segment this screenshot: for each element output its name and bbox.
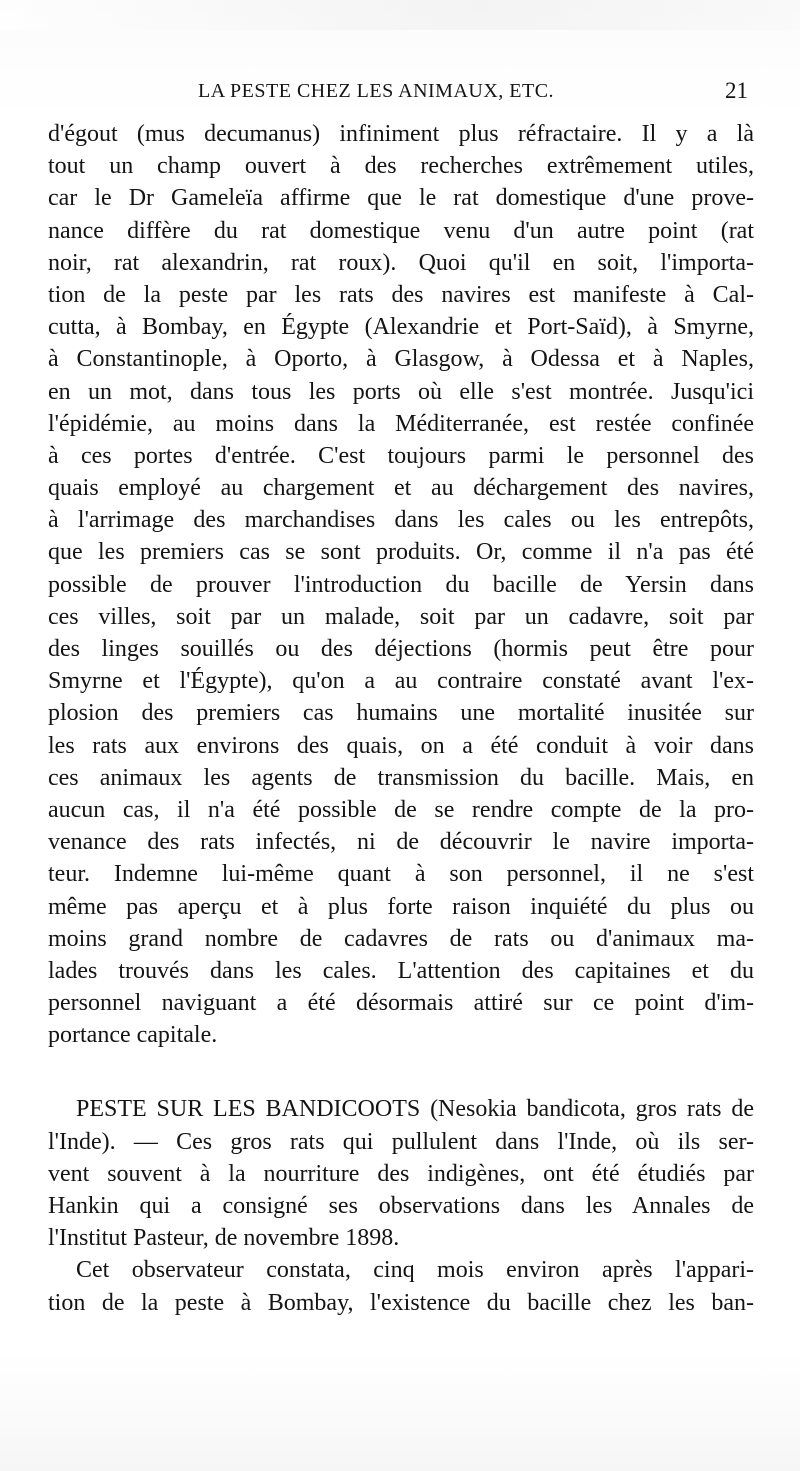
page-number: 21 xyxy=(725,78,748,103)
text-line: vent souvent à la nourriture des indigènes, ont été étudiés par xyxy=(48,1160,754,1187)
text-line: ces villes, soit par un malade, soit par un cadavre, soit par xyxy=(48,603,754,630)
scan-edge-shading xyxy=(0,0,800,30)
section-heading-line: PESTE SUR LES BANDICOOTS (Nesokia bandicota, gros rats de xyxy=(76,1096,754,1123)
text-line: lades trouvés dans les cales. L'attention des capitaines et du xyxy=(48,957,754,984)
text-line: quais employé au chargement et au déchargement des navires, xyxy=(48,475,754,502)
text-line: Cet observateur constata, cinq mois environ après l'appari- xyxy=(76,1257,754,1284)
text-line: portance capitale. xyxy=(48,1022,218,1049)
text-line: Smyrne et l'Égypte), qu'on a au contraire constaté avant l'ex- xyxy=(48,668,754,695)
text-line: à l'arrimage des marchandises dans les cales ou les entrepôts, xyxy=(48,507,754,534)
text-line: des linges souillés ou des déjections (hormis peut être pour xyxy=(48,636,754,662)
text-line: l'épidémie, au moins dans la Méditerranée, est restée confinée xyxy=(48,410,754,437)
text-line: car le Dr Gameleïa affirme que le rat domestique d'une prove- xyxy=(48,185,754,212)
text-line: Hankin qui a consigné ses observations dans les Annales de xyxy=(48,1193,754,1219)
text-line: aucun cas, il n'a été possible de se rendre compte de la pro- xyxy=(48,796,754,823)
text-line: plosion des premiers cas humains une mortalité inusitée sur xyxy=(48,700,754,727)
text-line: tion de la peste par les rats des navires est manifeste à Cal- xyxy=(48,281,754,308)
text-line: à ces portes d'entrée. C'est toujours parmi le personnel des xyxy=(48,442,754,469)
text-line: nance diffère du rat domestique venu d'un autre point (rat xyxy=(48,217,754,244)
text-line: ces animaux les agents de transmission du bacille. Mais, en xyxy=(48,764,754,791)
text-line: l'Institut Pasteur, de novembre 1898. xyxy=(48,1225,400,1252)
text-line: tion de la peste à Bombay, l'existence du bacille chez les ban- xyxy=(48,1289,754,1316)
text-line: même pas aperçu et à plus forte raison inquiété du plus ou xyxy=(48,893,754,920)
page-header xyxy=(48,78,748,112)
text-line: d'égout (mus decumanus) infiniment plus réfractaire. Il y a là xyxy=(48,121,754,147)
text-line: en un mot, dans tous les ports où elle s'est montrée. Jusqu'ici xyxy=(48,378,754,405)
text-line: à Constantinople, à Oporto, à Glasgow, à Odessa et à Naples, xyxy=(48,346,754,373)
text-line: l'Inde). — Ces gros rats qui pullulent dans l'Inde, où ils ser- xyxy=(48,1128,754,1155)
text-line: noir, rat alexandrin, rat roux). Quoi qu'il en soit, l'importa- xyxy=(48,249,754,276)
text-line: teur. Indemne lui-même quant à son personnel, il ne s'est xyxy=(48,861,754,888)
text-line: personnel naviguant a été désormais attiré sur ce point d'im- xyxy=(48,990,754,1017)
text-line: les rats aux environs des quais, on a été conduit à voir dans xyxy=(48,732,754,759)
text-line: tout un champ ouvert à des recherches extrêmement utiles, xyxy=(48,153,754,180)
body-text xyxy=(48,118,754,1319)
running-head: LA PESTE CHEZ LES ANIMAUX, ETC. xyxy=(198,80,555,102)
text-line: venance des rats infectés, ni de découvrir le navire importa- xyxy=(48,829,754,856)
text-line: possible de prouver l'introduction du bacille de Yersin dans xyxy=(48,571,754,598)
text-line: que les premiers cas se sont produits. Or, comme il n'a pas été xyxy=(48,539,754,566)
text-line: cutta, à Bombay, en Égypte (Alexandrie et Port-Saïd), à Smyrne, xyxy=(48,314,754,341)
text-line: moins grand nombre de cadavres de rats ou d'animaux ma- xyxy=(48,925,754,952)
